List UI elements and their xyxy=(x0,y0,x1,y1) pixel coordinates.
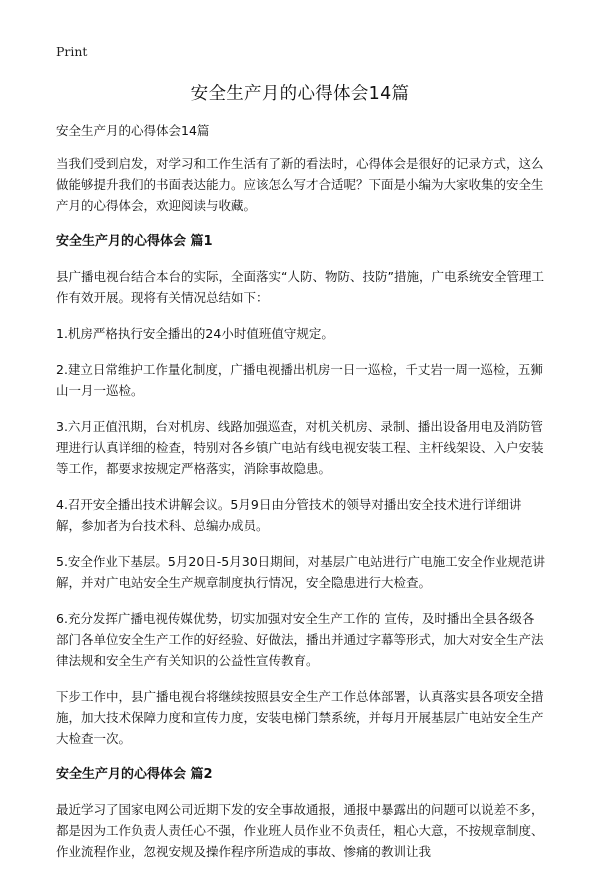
section-1-paragraph: 3.六月正值汛期，台对机房、线路加强巡查，对机关机房、录制、播出设备用电及消防管理进行认真详细的检查，特别对各乡镇广电站有线电视安装工程、主杆线架设、入户安装等工作，都要求按规定严格落实，消除事故隐患。 xyxy=(56,419,544,476)
intro-paragraph: 当我们受到启发，对学习和工作生活有了新的看法时，心得体会是很好的记录方式，这么做能够提升我们的书面表达能力。应该怎么写才合适呢？下面是小编为大家收集的安全生产月的心得体会，欢迎阅读与收藏。 xyxy=(56,156,544,213)
section-2-paragraph: 最近学习了国家电网公司近期下发的安全事故通报，通报中暴露出的问题可以说差不多，都是因为工作负责人责任心不强，作业班人员作业不负责任，粗心大意，不按规章制度、作业流程作业，忽视安规及操作程序所造成的事故、惨痛的教训让我 xyxy=(56,802,544,859)
section-1-paragraph: 1.机房严格执行安全播出的24小时值班值守规定。 xyxy=(56,326,334,341)
print-link[interactable]: Print xyxy=(56,44,88,59)
document-subtitle: 安全生产月的心得体会14篇 xyxy=(56,123,210,138)
section-1-paragraph: 县广播电视台结合本台的实际，全面落实“人防、物防、技防”措施，广电系统安全管理工作有效开展。现将有关情况总结如下： xyxy=(56,269,544,305)
document-body xyxy=(56,120,546,877)
section-1-paragraph: 2.建立日常维护工作量化制度，广播电视播出机房一日一巡检，千丈岩一周一巡检，五狮山一月一巡检。 xyxy=(56,362,543,398)
section-1-paragraph: 5.安全作业下基层。5月20日-5月30日期间，对基层广电站进行广电施工安全作业规范讲解，并对广电站安全生产规章制度执行情况，安全隐患进行大检查。 xyxy=(56,554,546,590)
document-title: 安全生产月的心得体会14篇 xyxy=(190,84,410,104)
section-1-paragraph: 下步工作中，县广播电视台将继续按照县安全生产工作总体部署，认真落实县各项安全措施，加大技术保障力度和宣传力度，安装电梯门禁系统，并每月开展基层广电站安全生产大检查一次。 xyxy=(56,689,544,746)
section-1-paragraph: 4.召开安全播出技术讲解会议。5月9日由分管技术的领导对播出安全技术进行详细讲解，参加者为台技术科、总编办成员。 xyxy=(56,497,522,533)
section-1-paragraph: 6.充分发挥广播电视传媒优势，切实加强对安全生产工作的 宣传，及时播出全县各级各部门各单位安全生产工作的好经验、好做法，播出并通过字幕等形式，加大对安全生产法律法规和安全生产有关知识的公益性宣传教育。 xyxy=(56,611,544,668)
section-heading-2: 安全生产月的心得体会 篇2 xyxy=(56,767,213,782)
section-heading-1: 安全生产月的心得体会 篇1 xyxy=(56,234,213,249)
